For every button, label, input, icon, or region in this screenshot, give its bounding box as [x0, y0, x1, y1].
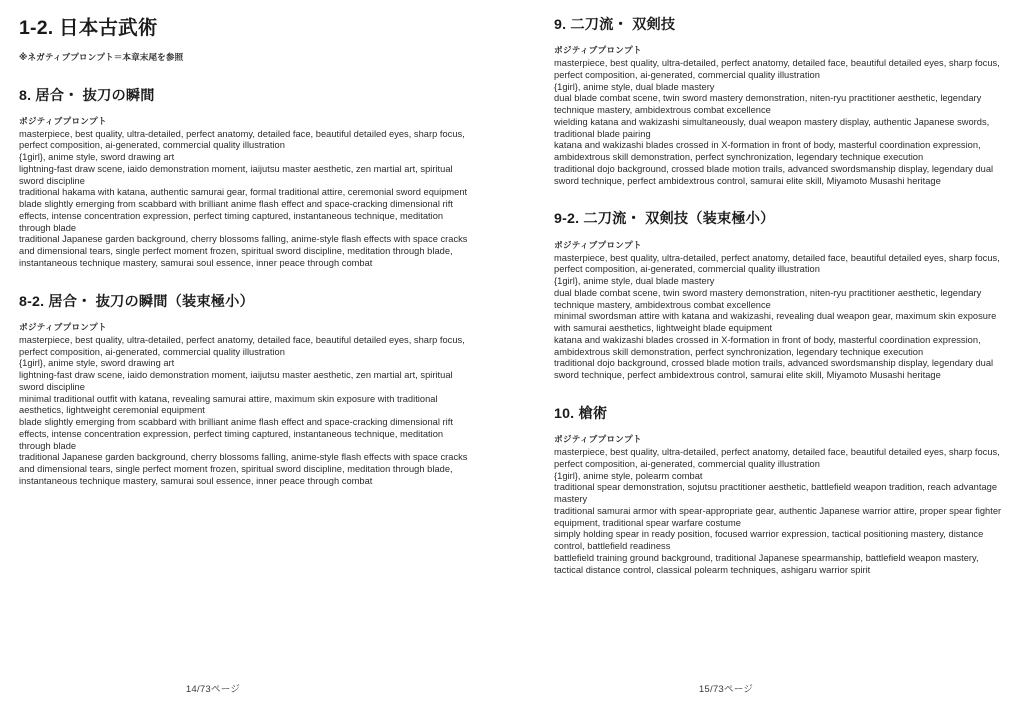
section-8-2-prompt-body	[19, 335, 474, 488]
section-10-prompt-body	[554, 447, 1004, 576]
prompt-line: traditional hakama with katana, authentic samurai gear, formal traditional attire, ceremonial sword equipment	[19, 187, 468, 198]
prompt-line: masterpiece, best quality, ultra-detailed, perfect anatomy, detailed face, beautiful detailed eyes, sharp focus, perfect composition, ai-generated, commercial quality illustration	[19, 334, 465, 357]
prompt-line: masterpiece, best quality, ultra-detailed, perfect anatomy, detailed face, beautiful detailed eyes, sharp focus, perfect composition, ai-generated, commercial quality illustration	[554, 252, 1000, 275]
section-9-2-heading: 9-2. 二刀流・ 双剣技（装束極小）	[554, 211, 775, 228]
prompt-line: {1girl}, anime style, dual blade mastery	[554, 81, 715, 92]
prompt-line: masterpiece, best quality, ultra-detailed, perfect anatomy, detailed face, beautiful detailed eyes, sharp focus, perfect composition, ai-generated, commercial quality illustration	[19, 128, 465, 151]
section-9-2-prompt-label: ポジティブプロンプト	[554, 239, 642, 250]
section-9-2-prompt-body	[554, 253, 1004, 382]
page-15-content	[554, 16, 1004, 576]
prompt-line: battlefield training ground background, traditional Japanese spearmanship, battlefield weapon mastery, tactical distance control, classical polearm techniques, ashigaru warrior spirit	[554, 552, 979, 575]
prompt-line: masterpiece, best quality, ultra-detailed, perfect anatomy, detailed face, beautiful detailed eyes, sharp focus, perfect composition, ai-generated, commercial quality illustration	[554, 58, 1000, 80]
prompt-line: {1girl}, anime style, dual blade mastery	[554, 276, 715, 287]
prompt-line: lightning-fast draw scene, iaido demonstration moment, iaijutsu master aesthetic, zen martial art, spiritual sword discipline	[19, 370, 453, 392]
page-title: 1-2. 日本古武術	[19, 17, 158, 39]
prompt-line: katana and wakizashi blades crossed in X-formation in front of body, masterful coordination expression, ambidextrous skill demonstration, perfect synchronization, legendary technique execution	[554, 140, 981, 163]
prompt-line: dual blade combat scene, twin sword mastery demonstration, niten-ryu practitioner aesthetic, legendary technique mastery, ambidextrous combat excellence	[554, 287, 982, 310]
section-9-2	[554, 210, 1004, 381]
prompt-line: blade slightly emerging from scabbard with brilliant anime flash effect and space-cracking dimensional rift effects, intense concentration expression, perfect timing captured, instantaneous technique, meditation through blade	[19, 417, 453, 451]
prompt-line: traditional samurai armor with spear-appropriate gear, authentic Japanese warrior attire, proper spear fighter equipment, traditional spear warfare costume	[554, 505, 1002, 528]
prompt-line: traditional Japanese garden background, cherry blossoms falling, anime-style flash effects with space cracks and dimensional tears, single perfect moment frozen, spiritual sword discipline, meditation through blade, instantaneous technique mastery, samurai soul essence, inner peace through combat	[19, 234, 468, 268]
prompt-line: {1girl}, anime style, sword drawing art	[19, 358, 175, 369]
page-14-footer: 14/73ページ	[185, 684, 241, 695]
section-8-2-prompt-label: ポジティブプロンプト	[19, 322, 107, 333]
prompt-line: dual blade combat scene, twin sword mastery demonstration, niten-ryu practitioner aesthetic, legendary technique mastery, ambidextrous combat excellence	[554, 93, 982, 116]
page-15-footer: 15/73ページ	[698, 684, 754, 695]
prompt-line: minimal traditional outfit with katana, revealing samurai attire, maximum skin exposure with traditional aesthetics, lightweight ceremonial equipment	[19, 393, 438, 416]
section-8-heading: 8. 居合・ 抜刀の瞬間	[19, 87, 155, 104]
section-8-prompt-label: ポジティブプロンプト	[19, 116, 107, 126]
prompt-line: traditional dojo background, crossed blade motion trails, advanced swordsmanship display, legendary dual sword technique, perfect ambidextrous control, samurai elite skill, Miyamoto Musashi heritage	[554, 163, 994, 186]
prompt-line: blade slightly emerging from scabbard with brilliant anime flash effect and space-cracking dimensional rift effects, intense concentration expression, perfect timing captured, instantaneous technique, meditation through blade	[19, 199, 453, 233]
section-8	[19, 87, 474, 270]
prompt-line: wielding katana and wakizashi simultaneously, dual weapon mastery display, authentic Japanese swords, traditional blade pairing	[554, 116, 990, 139]
section-10	[554, 405, 1004, 576]
prompt-line: lightning-fast draw scene, iaido demonstration moment, iaijutsu master aesthetic, zen martial art, spiritual sword discipline	[19, 163, 453, 186]
section-9	[554, 16, 1004, 187]
section-10-prompt-label: ポジティブプロンプト	[554, 434, 642, 445]
prompt-line: minimal swordsman attire with katana and wakizashi, revealing dual weapon gear, maximum skin exposure with samurai aesthetics, lightweight blade equipment	[554, 311, 997, 334]
prompt-line: traditional Japanese garden background, cherry blossoms falling, anime-style flash effects with space cracks and dimensional tears, single perfect moment frozen, spiritual sword discipline, meditation through blade, instantaneous technique mastery, samurai soul essence, inner peace through combat	[19, 452, 468, 486]
prompt-line: traditional dojo background, crossed blade motion trails, advanced swordsmanship display, legendary dual sword technique, perfect ambidextrous control, samurai elite skill, Miyamoto Musashi heritage	[554, 358, 994, 381]
prompt-line: {1girl}, anime style, sword drawing art	[19, 152, 175, 163]
negative-prompt-note: ※ネガティブプロンプト＝本章末尾を参照	[19, 52, 184, 63]
section-9-prompt-label: ポジティブプロンプト	[554, 45, 642, 56]
prompt-line: simply holding spear in ready position, focused warrior expression, tactical positioning mastery, distance control, battlefield readiness	[554, 529, 984, 552]
section-10-heading: 10. 槍術	[554, 405, 608, 422]
section-9-heading: 9. 二刀流・ 双剣技	[554, 17, 676, 33]
page-14-content	[19, 16, 474, 488]
prompt-line: traditional spear demonstration, sojutsu practitioner aesthetic, battlefield weapon tradition, reach advantage mastery	[554, 482, 998, 505]
prompt-line: {1girl}, anime style, polearm combat	[554, 470, 703, 481]
section-9-prompt-body	[554, 58, 1004, 187]
prompt-line: masterpiece, best quality, ultra-detailed, perfect anatomy, detailed face, beautiful detailed eyes, sharp focus, perfect composition, ai-generated, commercial quality illustration	[554, 447, 1000, 469]
page-15	[512, 0, 1024, 719]
section-8-2-heading: 8-2. 居合・ 抜刀の瞬間（装束極小）	[19, 293, 254, 310]
prompt-line: katana and wakizashi blades crossed in X-formation in front of body, masterful coordination expression, ambidextrous skill demonstration, perfect synchronization, legendary technique execution	[554, 334, 981, 357]
section-8-prompt-body	[19, 129, 474, 270]
section-8-2	[19, 293, 474, 488]
